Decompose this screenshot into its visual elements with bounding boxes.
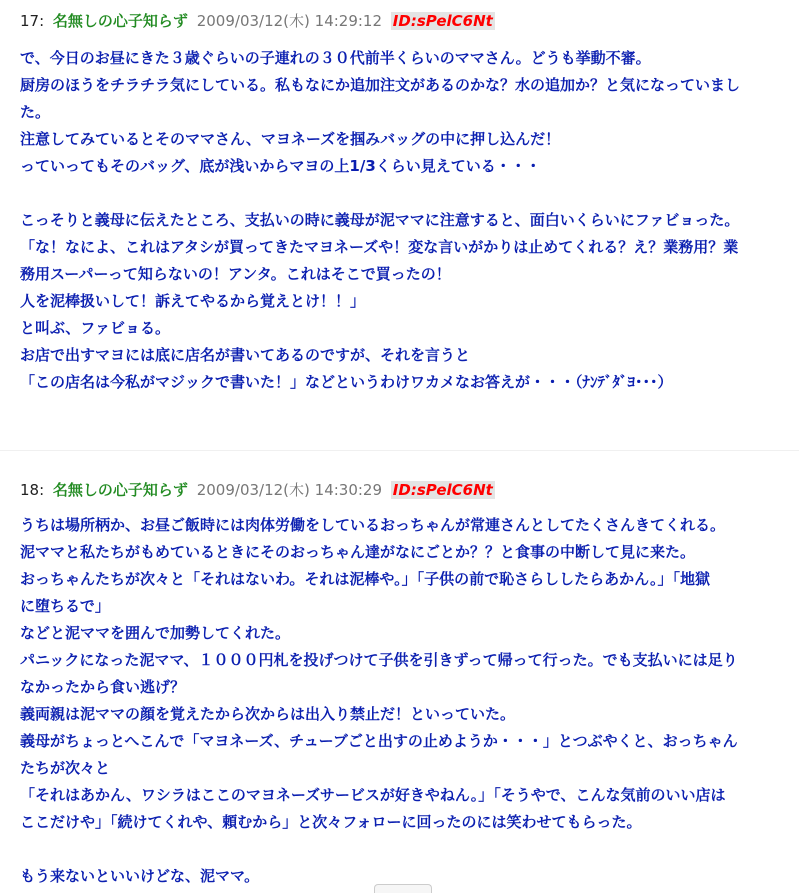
poster-name: 名無しの心子知らず (52, 12, 188, 30)
post-line: パニックになった泥ママ、１０００円札を投げつけて子供を引きずって帰って行った。でも支払いには足り (20, 651, 738, 669)
post-number[interactable]: 17: (20, 12, 45, 30)
post-line: 義母がちょっとへこんで「マヨネーズ、チューブごと出すの止めようか・・・」とつぶやくと、おっちゃん (20, 732, 738, 750)
post-line: 人を泥棒扱いして！訴えてやるから覚えとけ！！」 (20, 292, 366, 310)
post-body (20, 45, 796, 396)
post-line (20, 836, 796, 863)
post-line: こっそりと義母に伝えたところ、支払いの時に義母が泥ママに注意すると、面白いくらいにファビョった。 (20, 211, 740, 229)
post-line: 「な！なによ、これはアタシが買ってきたマヨネーズや！変な言いがかりは止めてくれる？え？業務用？業 (20, 238, 739, 256)
post-line: に堕ちるで」 (20, 597, 110, 615)
post-line: っていってもそのバッグ、底が浅いからマヨの上1/3くらい見えている・・・ (20, 157, 541, 175)
post-line: うちは場所柄か、お昼ご飯時には肉体労働をしているおっちゃんが常連さんとしてたくさんきてくれる。 (20, 516, 726, 534)
post-date: 2009/03/12(木) 14:29:12 (196, 12, 383, 30)
post-line: 義両親は泥ママの顔を覚えたから次からは出入り禁止だ！といっていた。 (20, 705, 516, 723)
poster-name: 名無しの心子知らず (52, 481, 188, 499)
post-line: た。 (20, 103, 51, 121)
post-line: おっちゃんたちが次々と「それはないわ。それは泥棒や。」「子供の前で恥さらししたらあかん。」「地獄 (20, 570, 711, 588)
post-line: もう来ないといいけどな、泥ママ。 (20, 867, 260, 885)
post-line: などと泥ママを囲んで加勢してくれた。 (20, 624, 291, 642)
post-separator (0, 450, 799, 451)
post-line (20, 180, 796, 207)
post-header (20, 8, 495, 34)
post-line: たちが次々と (20, 759, 111, 777)
post-date: 2009/03/12(木) 14:30:29 (196, 481, 383, 499)
post-line: お店で出すマヨには底に店名が書いてあるのですが、それを言うと (20, 346, 471, 364)
post-line: 務用スーパーって知らないの！アンタ。これはそこで買ったの！ (20, 265, 451, 283)
poster-id[interactable]: ID:sPelC6Nt (392, 481, 493, 499)
post-line: 泥ママと私たちがもめているときにそのおっちゃん達がなにごとか？？と食事の中断して見に来た。 (20, 543, 696, 561)
poster-id[interactable]: ID:sPelC6Nt (392, 12, 493, 30)
post-line: と叫ぶ、ファビョる。 (20, 319, 171, 337)
scroll-handle[interactable] (374, 884, 432, 893)
post-number[interactable]: 18: (20, 481, 45, 499)
post-line: 厨房のほうをチラチラ気にしている。私もなにか追加注文があるのかな？水の追加か？と気になっていまし (20, 76, 741, 94)
post-line: ここだけや」「続けてくれや、頼むから」と次々フォローに回ったのには笑わせてもらった。 (20, 813, 642, 831)
post-line: なかったから食い逃げ？ (20, 678, 186, 696)
post-line: 「この店名は今私がマジックで書いた！」などというわけワカメなお答えが・・・（ﾅﾝﾃﾞﾀﾞﾖ･･･） (20, 373, 673, 391)
post-body (20, 512, 796, 890)
post-line: 注意してみているとそのママさん、マヨネーズを掴みバッグの中に押し込んだ！ (20, 130, 561, 148)
post-header (20, 477, 495, 503)
post-line: 「それはあかん、ワシラはここのマヨネーズサービスが好きやねん。」「そうやで、こんな気前のいい店は (20, 786, 726, 804)
post-line: で、今日のお昼にきた３歳ぐらいの子連れの３０代前半くらいのママさん。どうも挙動不審。 (20, 49, 651, 67)
